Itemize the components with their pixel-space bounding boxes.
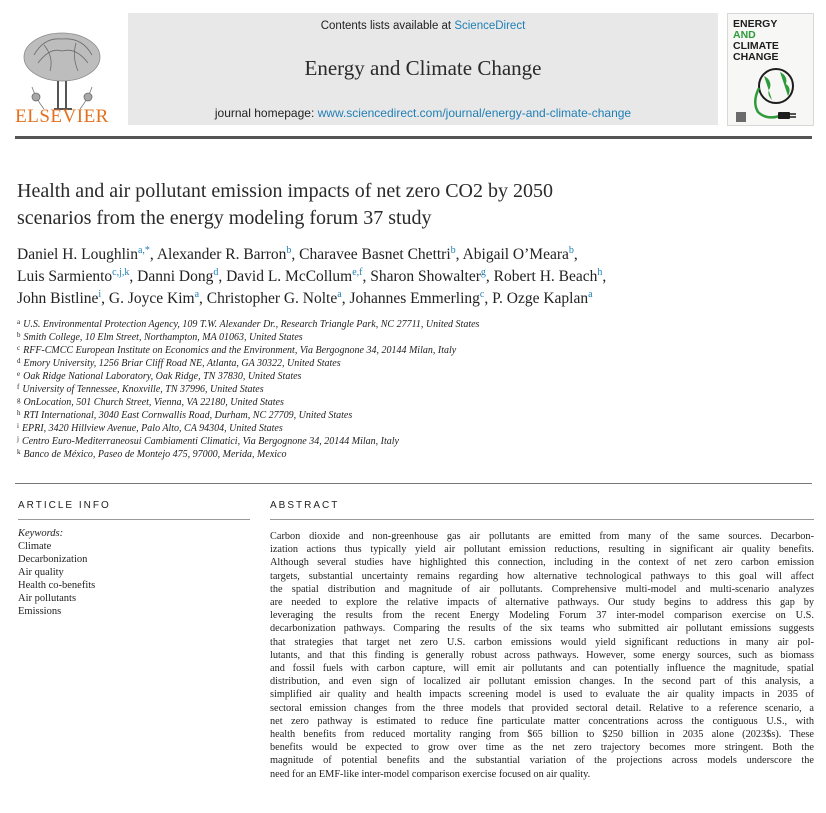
abstract-line: are needed to explore the relative impacts of alternative pathways. Our study begins to address this gap by xyxy=(270,597,814,609)
affiliation-key: h xyxy=(17,409,21,417)
keyword: Emissions xyxy=(18,606,62,617)
cover-title-line: AND xyxy=(733,29,756,41)
author-separator: , xyxy=(362,268,371,285)
author-name[interactable]: Daniel H. Loughlin xyxy=(17,246,138,263)
paper-title-line: Health and air pollutant emission impacts of net zero CO2 by 2050 xyxy=(17,180,553,202)
author-separator: , xyxy=(218,268,227,285)
abstract-line: benefits would be expected to grow over time as the net zero trajectory becomes more stringent. Both the xyxy=(270,742,814,754)
abstract-line: need for an EMF-like inter-model comparison exercise focused on air quality. xyxy=(270,768,591,780)
affiliation xyxy=(17,357,807,370)
author-name[interactable]: Abigail O’Meara xyxy=(462,246,569,263)
author-separator: , xyxy=(455,246,463,263)
affiliation xyxy=(17,409,807,422)
affiliation xyxy=(17,396,807,409)
author-line xyxy=(17,266,807,288)
keyword: Air pollutants xyxy=(18,593,77,604)
abstract-line: health benefits from reduced mortality ranging from $65 billion to $250 billion in 2035 alone (2023$s). These xyxy=(270,729,814,741)
elsevier-wordmark[interactable]: ELSEVIER xyxy=(15,106,109,127)
contents-availability-line xyxy=(128,20,718,32)
author-affiliation-ref[interactable]: a xyxy=(337,289,342,300)
affiliation xyxy=(17,344,807,357)
author-affiliation-ref[interactable]: i xyxy=(98,289,102,300)
affiliation xyxy=(17,383,807,396)
abstract-line: lutants, and that this finding is generally robust across pathways. However, some energy sources, such as biomass xyxy=(270,649,814,661)
abstract-body xyxy=(270,530,814,781)
affiliation-key: c xyxy=(17,344,21,352)
affiliation-text: Oak Ridge National Laboratory, Oak Ridge, TN 37830, United States xyxy=(23,371,302,382)
abstract-line: sectoral emission changes from the three models that provided sectoral detail. Relative to a reference scenario, a xyxy=(270,702,814,714)
author-separator: , xyxy=(291,246,300,263)
abstract-heading: ABSTRACT xyxy=(270,500,340,511)
author-separator: , xyxy=(484,290,493,307)
affiliation-text: Banco de México, Paseo de Montejo 475, 97000, Merida, Mexico xyxy=(23,449,287,460)
keyword: Health co-benefits xyxy=(18,580,96,591)
cover-title-line: CLIMATE xyxy=(733,40,779,52)
abstract-line: decarbonization pathways. Comparing the results of the six teams who submitted air pollutant emissions suggests xyxy=(270,623,814,635)
abstract-line: the spatial distribution and magnitude of air pollutants. Comprehensive multi-model and multi-scenario analyzes xyxy=(270,583,814,595)
abstract-rule xyxy=(270,519,814,520)
affiliation-key: j xyxy=(17,435,19,443)
affiliation-key: f xyxy=(17,383,20,391)
abstract-line: Carbon dioxide and non-greenhouse gas air pollutants are emitted from many of the same sources. Decarbon- xyxy=(270,531,814,542)
author-name[interactable]: G. Joyce Kim xyxy=(108,290,195,307)
cover-title-line: ENERGY xyxy=(733,18,778,30)
paper-title-line: scenarios from the energy modeling forum 37 study xyxy=(17,207,432,229)
author-name[interactable]: Charavee Basnet Chettri xyxy=(299,246,451,263)
section-divider xyxy=(15,483,812,484)
author-line xyxy=(17,288,807,310)
affiliation-text: U.S. Environmental Protection Agency, 109 T.W. Alexander Dr., Research Triangle Park, NC 27711, United States xyxy=(23,319,480,330)
abstract-line: and fossil fuels with carbon capture, will emit air pollutants and can potentially influence the magnitude, spatial xyxy=(270,663,814,675)
affiliation-text: EPRI, 3420 Hillview Avenue, Palo Alto, CA 94304, United States xyxy=(21,423,283,434)
author-separator: , xyxy=(149,246,157,263)
author-name[interactable]: Sharon Showalter xyxy=(370,268,481,285)
affiliation-key: e xyxy=(17,370,21,378)
keyword: Decarbonization xyxy=(18,554,88,565)
author-separator: , xyxy=(573,246,578,263)
author-affiliation-ref[interactable]: c,j,k xyxy=(112,267,130,278)
affiliation-text: Smith College, 10 Elm Street, Northampton, MA 01063, United States xyxy=(23,332,303,343)
affiliation-text: University of Tennessee, Knoxville, TN 37996, United States xyxy=(22,384,264,395)
author-separator: , xyxy=(101,290,109,307)
author-separator: , xyxy=(199,290,207,307)
affiliation-key: i xyxy=(17,422,19,430)
affiliation xyxy=(17,318,807,331)
affiliation-text: OnLocation, 501 Church Street, Vienna, VA 22180, United States xyxy=(23,397,284,408)
author-name[interactable]: David L. McCollum xyxy=(226,268,353,285)
author-affiliation-ref[interactable]: b xyxy=(286,245,292,256)
author-affiliation-ref[interactable]: h xyxy=(597,267,603,278)
journal-homepage-line xyxy=(128,106,718,120)
affiliation-text: Emory University, 1256 Briar Cliff Road NE, Atlanta, GA 30322, United States xyxy=(23,358,341,369)
author-separator: , xyxy=(129,268,138,285)
author-affiliation-ref[interactable]: b xyxy=(568,245,574,256)
journal-name[interactable]: Energy and Climate Change xyxy=(304,56,542,80)
article-info-rule xyxy=(18,519,250,520)
paper-title xyxy=(17,178,717,232)
homepage-prefix: journal homepage: xyxy=(214,106,318,120)
affiliation xyxy=(17,448,807,461)
author-name[interactable]: Luis Sarmiento xyxy=(17,268,113,285)
author-affiliation-ref[interactable]: e,f xyxy=(352,267,363,278)
affiliation xyxy=(17,422,807,435)
abstract-line: magnitude of potential benefits and the substantial variation of the projections across models underscore the xyxy=(270,755,814,767)
cover-title-line: CHANGE xyxy=(733,51,779,63)
author-separator: , xyxy=(341,290,350,307)
affiliation-key: b xyxy=(17,331,21,339)
author-list xyxy=(17,244,807,310)
globe-plug-icon xyxy=(728,51,813,126)
abstract-line: leveraging the results from the recent Energy Modeling Forum 37 inter-model comparison exercise on U.S. xyxy=(270,610,814,622)
affiliation-key: d xyxy=(17,357,21,365)
affiliation-key: k xyxy=(17,448,21,456)
author-affiliation-ref[interactable]: g xyxy=(480,267,486,278)
abstract-line: distribution, and even sign of localized air pollutant emission changes. In the second part of this analysis, a xyxy=(270,676,814,688)
author-name[interactable]: Christopher G. Nolte xyxy=(206,290,338,307)
article-info-heading: ARTICLE INFO xyxy=(18,500,111,511)
author-name[interactable]: Danni Dong xyxy=(137,268,214,285)
affiliation-text: RFF-CMCC European Institute on Economics and the Environment, Via Bergognone 34, 20144 Milan, Italy xyxy=(23,345,457,356)
author-name[interactable]: John Bistline xyxy=(17,290,99,307)
keywords-title: Keywords: xyxy=(18,528,64,539)
abstract-line: Although several studies have highlighted this connection, including in the context of net zero carbon emission xyxy=(270,557,814,569)
affiliation-text: RTI International, 3040 East Cornwallis Road, Durham, NC 27709, United States xyxy=(23,410,353,421)
affiliation-list xyxy=(17,318,807,461)
author-name[interactable]: P. Ozge Kaplan xyxy=(492,290,589,307)
author-affiliation-ref[interactable]: c xyxy=(479,289,485,300)
author-line xyxy=(17,244,807,266)
affiliation xyxy=(17,370,807,383)
affiliation-text: Centro Euro-Mediterraneosui Cambiamenti Climatici, Via Bergognone 34, 20144 Milan, Italy xyxy=(21,436,399,447)
author-affiliation-ref[interactable]: a,* xyxy=(137,245,150,256)
journal-cover[interactable] xyxy=(727,13,814,126)
author-affiliation-ref[interactable]: a xyxy=(588,289,593,300)
journal-homepage-link[interactable]: www.sciencedirect.com/journal/energy-and-climate-change xyxy=(317,106,632,120)
author-affiliation-ref[interactable]: b xyxy=(450,245,456,256)
keywords-list xyxy=(18,527,95,618)
abstract-line: simplified air quality and health impacts screening model is used to evaluate the air quality impacts in 2035 of xyxy=(270,689,814,701)
author-separator: , xyxy=(485,268,494,285)
author-name[interactable]: Johannes Emmerling xyxy=(349,290,480,307)
abstract-line: ization actions thus typically yield air pollutant emission reductions, resulting in significant air quality benefits. xyxy=(270,544,814,556)
header-divider xyxy=(15,136,812,139)
author-separator: , xyxy=(602,268,607,285)
affiliation xyxy=(17,435,807,448)
author-name[interactable]: Robert H. Beach xyxy=(493,268,598,285)
author-affiliation-ref[interactable]: d xyxy=(213,267,219,278)
abstract-line: net zero pathway is estimated to reduce fine particulate matter concentrations across the contiguous U.S., with xyxy=(270,715,814,727)
abstract-line: targets, substantial uncertainty remains regarding how alternative technological pathways to this goal will affect xyxy=(270,570,814,582)
sciencedirect-link[interactable]: ScienceDirect xyxy=(454,20,526,32)
author-affiliation-ref[interactable]: a xyxy=(194,289,200,300)
affiliation-key: g xyxy=(17,396,21,404)
affiliation-key: a xyxy=(17,318,21,326)
affiliation xyxy=(17,331,807,344)
author-name[interactable]: Alexander R. Barron xyxy=(156,246,287,263)
abstract-line: that strategies that target net zero U.S. carbon emissions would yield significant reductions in many air pol- xyxy=(270,636,814,648)
keyword: Air quality xyxy=(18,567,64,578)
keyword: Climate xyxy=(18,541,52,552)
contents-prefix: Contents lists available at xyxy=(320,20,455,32)
